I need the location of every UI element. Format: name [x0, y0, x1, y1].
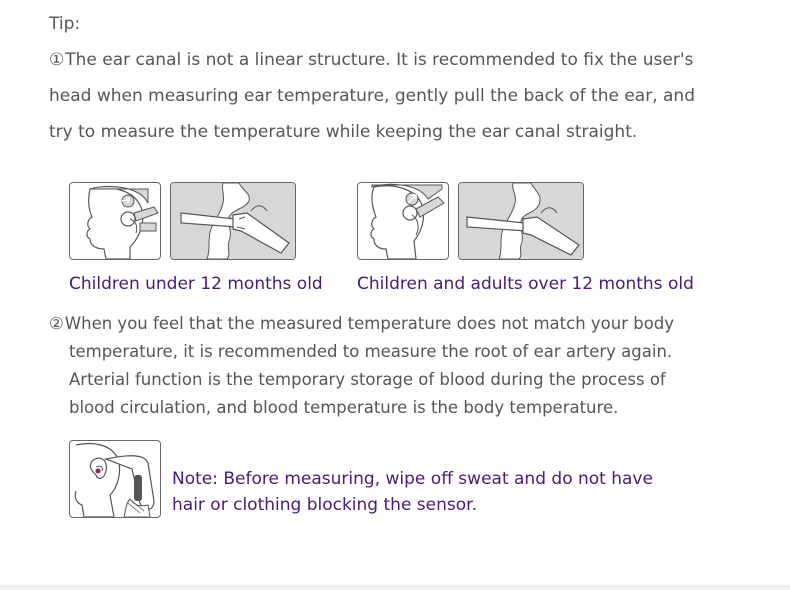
tip-paragraph-2-line-1: ②When you feel that the measured temperature does not match your body — [49, 314, 675, 333]
tip-paragraph-2-line-4: blood circulation, and blood temperature is the body temperature. — [69, 398, 619, 417]
note-line-1: Note: Before measuring, wipe off sweat and do not have — [172, 469, 653, 489]
tip-paragraph-1-line-3: try to measure the temperature while keeping the ear canal straight. — [49, 122, 638, 142]
tip-paragraph-1-line-1: ①The ear canal is not a linear structure. It is recommended to fix the user's — [49, 50, 694, 70]
caption-children-and-adults-over-12-months: Children and adults over 12 months old — [357, 274, 694, 294]
marker-2: ② — [49, 314, 64, 333]
tip-paragraph-2-line-3: Arterial function is the temporary storage of blood during the process of — [69, 370, 666, 389]
infant-ear-canal-illustration — [170, 182, 296, 260]
tip-paragraph-1 — [49, 42, 749, 150]
tip-paragraph-2-line-2: temperature, it is recommended to measure the root of ear artery again. — [69, 342, 673, 361]
tip-paragraph-1-line-2: head when measuring ear temperature, gently pull the back of the ear, and — [49, 86, 695, 106]
note-text — [172, 466, 653, 518]
adult-head-illustration — [357, 182, 449, 260]
marker-1: ① — [49, 50, 65, 70]
caption-children-under-12-months: Children under 12 months old — [69, 274, 323, 294]
footer-divider — [0, 585, 790, 590]
note-line-2: hair or clothing blocking the sensor. — [172, 495, 477, 515]
adult-ear-canal-illustration — [458, 182, 584, 260]
ear-artery-measurement-illustration — [69, 440, 161, 518]
infant-head-illustration — [69, 182, 161, 260]
tip-paragraph-2 — [49, 310, 749, 422]
tip-label: Tip: — [49, 14, 81, 34]
